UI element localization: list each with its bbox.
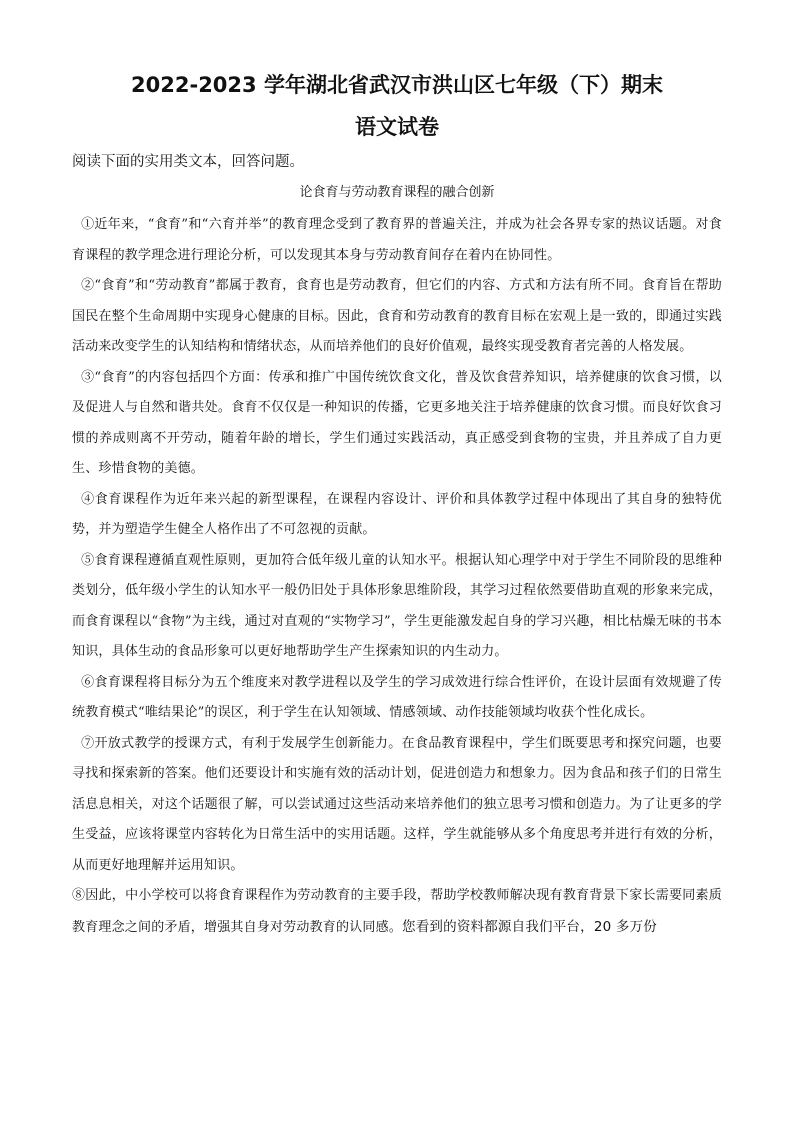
watermark-text: 您看到的资料都源自我们平台，20 多万份 bbox=[402, 918, 657, 935]
paragraph-3: ③“食育”的内容包括四个方面：传承和推广中国传统饮食文化，普及饮食营养知识，培养健康的饮食习惯，以及促进人与自然和谐共处。食育不仅仅是一种知识的传播，它更多地关注于培养健康的饮食习惯。而良好饮食习惯的养成则离不开劳动，随着年龄的增长，学生们通过实践活动，真正感受到食物的宝贵，并且养成了自力更生、珍惜食物的美德。 bbox=[72, 369, 722, 476]
paragraph-7: ⑦开放式教学的授课方式，有利于发展学生创新能力。在食品教育课程中，学生们既要思考和探究问题，也要寻找和探索新的答案。他们还要设计和实施有效的活动计划，促进创造力和想象力。因为食品和孩子们的日常生活息息相关，对这个话题很了解，可以尝试通过这些活动来培养他们的独立思考习惯和创造力。为了让更多的学生受益，应该将课堂内容转化为日常生活中的实用话题。这样，学生就能够从多个角度思考并进行有效的分析，从而更好地理解并运用知识。 bbox=[72, 735, 722, 873]
paragraph-5: ⑤食育课程遵循直观性原则，更加符合低年级儿童的认知水平。根据认知心理学中对于学生不同阶段的思维种类划分，低年级小学生的认知水平一般仍旧处于具体形象思维阶段，其学习过程依然要借助直观的形象来完成，而食育课程以“食物”为主线，通过对直观的“实物学习”，学生更能激发起自身的学习兴趣，相比枯燥无味的书本知识，具体生动的食品形象可以更好地帮助学生产生探索知识的内生动力。 bbox=[72, 552, 722, 659]
paragraph-6: ⑥食育课程将目标分为五个维度来对教学进程以及学生的学习成效进行综合性评价，在设计层面有效规避了传统教育模式“唯结果论”的误区，利于学生在认知领域、情感领域、动作技能领域均收获个性化成长。 bbox=[72, 674, 722, 720]
paragraph-8 bbox=[72, 881, 722, 943]
paragraph-1: ①近年来，“食育”和“六育并举”的教育理念受到了教育界的普遍关注，并成为社会各界专家的热议话题。对食育课程的教学理念进行理论分析，可以发现其本身与劳动教育间存在着内在协同性。 bbox=[72, 217, 722, 263]
paragraph-8-text: ⑧因此，中小学校可以将食育课程作为劳动教育的主要手段，帮助学校教师解决现有教育背景下家长需要同素质教育理念之间的矛盾，增强其自身对劳动教育的认同感。 bbox=[72, 888, 722, 935]
exam-title: 2022-2023 学年湖北省武汉市洪山区七年级（下）期末 bbox=[131, 73, 663, 97]
article-title: 论食育与劳动教育课程的融合创新 bbox=[299, 185, 495, 200]
question-instruction: 阅读下面的实用类文本，回答问题。 bbox=[72, 154, 304, 170]
paragraph-2: ②“食育”和“劳动教育”都属于教育，食育也是劳动教育，但它们的内容、方式和方法有所不同。食育旨在帮助国民在整个生命周期中实现身心健康的目标。因此，食育和劳动教育的教育目标在宏观上是一致的，即通过实践活动来改变学生的认知结构和情绪状态，从而培养他们的良好价值观，最终实现受教育者完善的人格发展。 bbox=[72, 278, 722, 354]
exam-subtitle: 语文试卷 bbox=[355, 115, 439, 139]
article-body bbox=[72, 210, 722, 943]
paragraph-4: ④食育课程作为近年来兴起的新型课程，在课程内容设计、评价和具体教学过程中体现出了其自身的独特优势，并为塑造学生健全人格作出了不可忽视的贡献。 bbox=[72, 491, 722, 537]
